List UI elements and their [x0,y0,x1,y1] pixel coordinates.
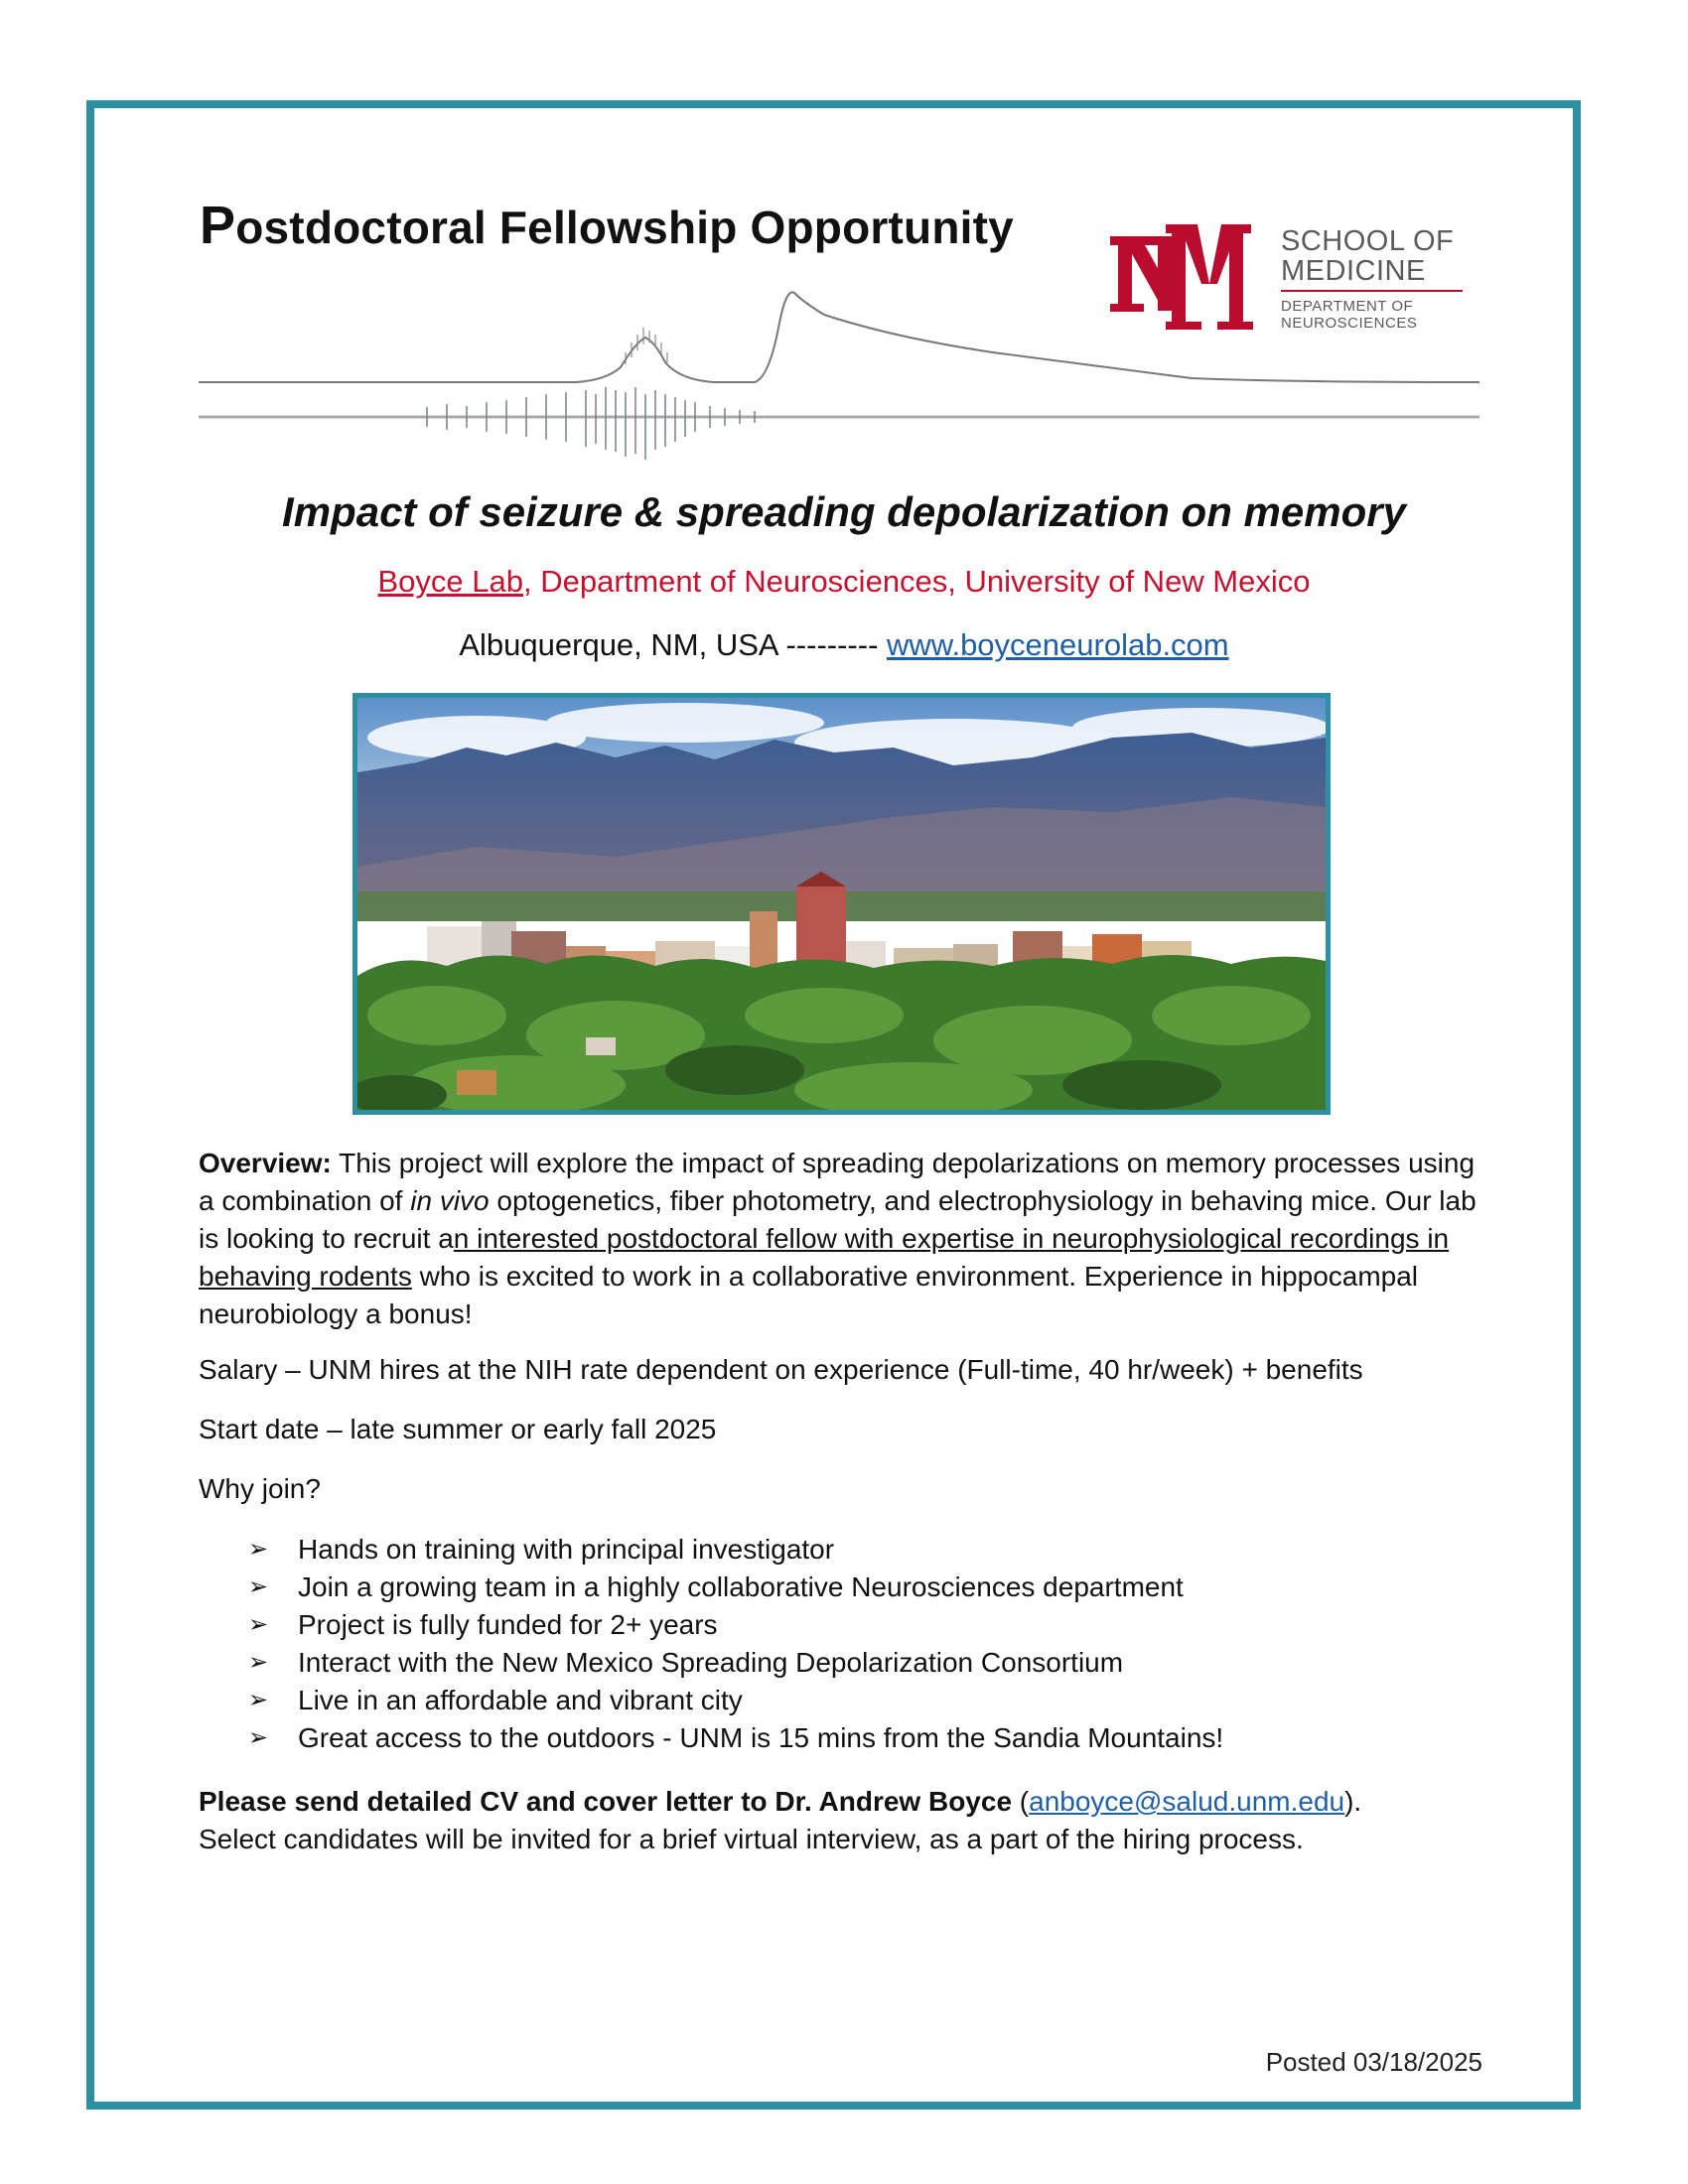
list-item: ➢ Project is fully funded for 2+ years [248,1606,1223,1644]
list-item: ➢ Join a growing team in a highly collaborative Neurosciences department [248,1569,1223,1606]
overview-label: Overview: [199,1148,332,1178]
list-item: ➢ Hands on training with principal investigator [248,1531,1223,1569]
arrow-bullet-icon: ➢ [248,1687,269,1713]
website-link[interactable]: www.boyceneurolab.com [887,627,1229,662]
dc-trace-line [199,292,1479,382]
dc-trace-spikes [626,328,667,364]
list-item: ➢ Interact with the New Mexico Spreading Depolarization Consortium [248,1644,1223,1682]
project-title: Impact of seizure & spreading depolarization on memory [282,488,1406,535]
house [457,1070,496,1095]
logo-line-1: SCHOOL OF [1281,225,1455,257]
overview-paragraph: Overview: This project will explore the impact of spreading depolarizations on memory processes using a combination of in vivo optogenetics, fiber photometry, and electrophysiology in behaving mice. Our lab is looking to recruit an interested postdoctoral fellow with expertise in neurophysiological recordings in behaving rodents who is excited to work in a collaborative environment. Experience in hippocampal neurobiology a bonus! [199,1148,1477,1329]
posted-date: Posted 03/18/2025 [1265,2047,1482,2077]
desired-expertise: n interested postdoctoral fellow with expertise in neurophysiological recordings in behaving rodents [199,1223,1450,1292]
interview-note: Select candidates will be invited for a brief virtual interview, as a part of the hiring process. [199,1824,1304,1854]
list-item: ➢ Live in an affordable and vibrant city [248,1682,1223,1719]
arrow-bullet-icon: ➢ [248,1573,269,1600]
contact-paragraph: Please send detailed CV and cover letter to Dr. Andrew Boyce (anboyce@salud.unm.edu). Select candidates will be invited for a brief virtual interview, as a part of the hiring process. [199,1786,1362,1854]
field-potential-burst [427,387,755,460]
lab-affiliation: Boyce Lab, Department of Neurosciences, University of New Mexico [377,564,1311,599]
arrow-bullet-icon: ➢ [248,1649,269,1676]
logo-line-4: NEUROSCIENCES [1281,315,1418,332]
albuquerque-skyline-image [352,693,1331,1115]
arrow-bullet-icon: ➢ [248,1611,269,1638]
location-line: Albuquerque, NM, USA --------- www.boyceneurolab.com [459,627,1229,662]
house [586,1037,616,1055]
why-join-heading: Why join? [199,1473,321,1504]
list-item: ➢ Great access to the outdoors - UNM is 15 mins from the Sandia Mountains! [248,1719,1223,1757]
ephys-trace-graphic [199,283,1479,467]
email-link[interactable]: anboyce@salud.unm.edu [1029,1786,1345,1817]
logo-line-2: MEDICINE [1281,255,1426,287]
salary-text: Salary – UNM hires at the NIH rate dependent on experience (Full-time, 40 hr/week) + benefits [199,1354,1363,1385]
contact-instruction: Please send detailed CV and cover letter to Dr. Andrew Boyce [199,1786,1013,1817]
why-join-list [248,1531,1223,1757]
arrow-bullet-icon: ➢ [248,1536,269,1563]
arrow-bullet-icon: ➢ [248,1724,269,1751]
lab-name: Boyce Lab [377,564,523,599]
start-date-text: Start date – late summer or early fall 2025 [199,1414,717,1444]
logo-line-3: DEPARTMENT OF [1281,298,1414,315]
page-title: Postdoctoral Fellowship Opportunity [200,196,1014,255]
